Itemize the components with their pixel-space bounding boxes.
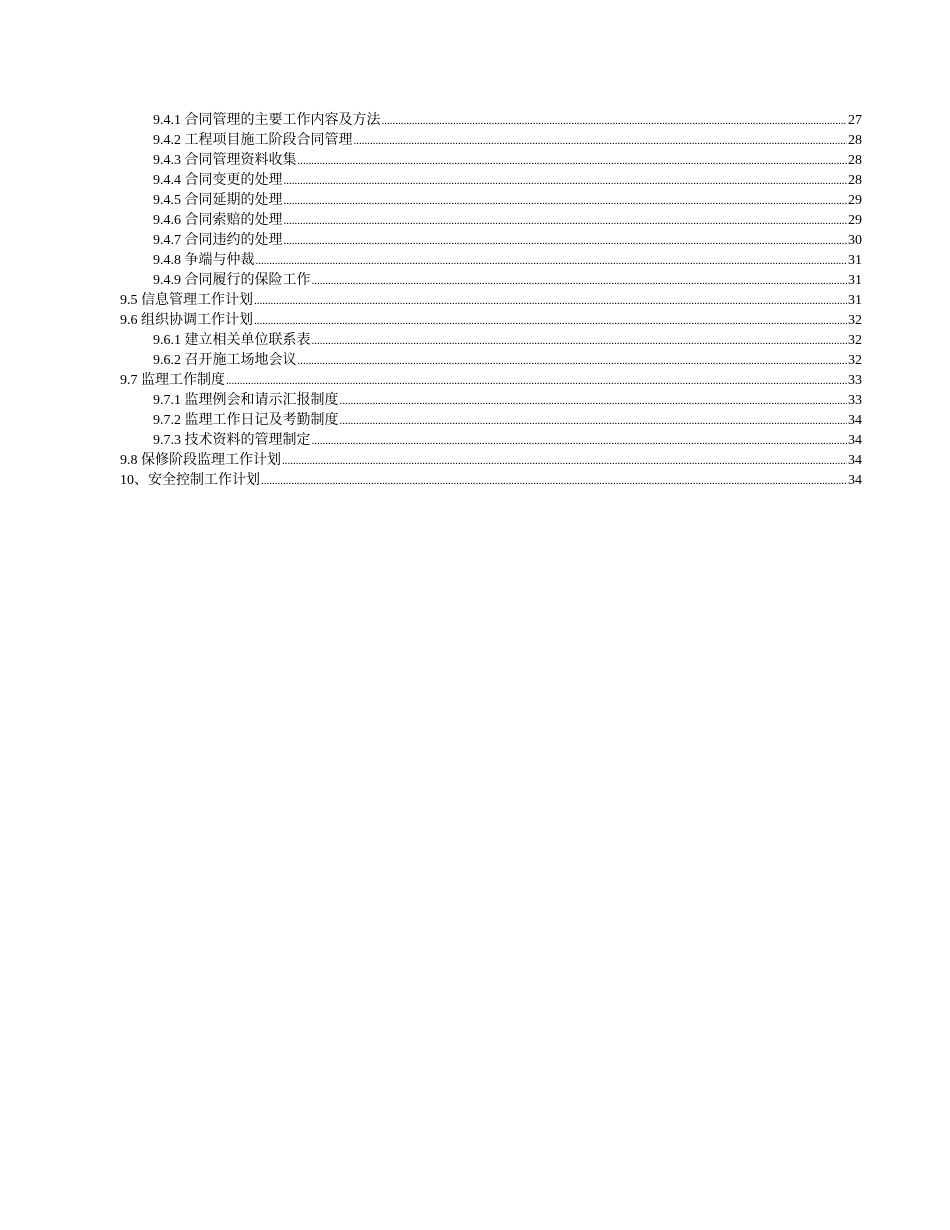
toc-entry[interactable] xyxy=(120,331,862,351)
toc-entry[interactable] xyxy=(120,131,862,151)
toc-entry-page: 34 xyxy=(848,433,862,448)
toc-dot-leader xyxy=(298,351,848,371)
toc-entry-page: 31 xyxy=(848,293,862,308)
toc-entry[interactable] xyxy=(120,311,862,331)
toc-entry-title: 9.4.7 合同违约的处理 xyxy=(153,233,283,248)
toc-entry-page: 29 xyxy=(848,193,862,208)
toc-entry-title: 9.5 信息管理工作计划 xyxy=(120,293,253,308)
toc-dot-leader xyxy=(284,211,848,231)
toc-entry[interactable] xyxy=(120,231,862,251)
toc-entry[interactable] xyxy=(120,451,862,471)
toc-entry-title: 10、安全控制工作计划 xyxy=(120,473,260,488)
toc-entry[interactable] xyxy=(120,151,862,171)
toc-entry-page: 28 xyxy=(848,173,862,188)
toc-dot-leader xyxy=(382,111,848,131)
toc-dot-leader xyxy=(340,391,848,411)
toc-dot-leader xyxy=(254,311,847,331)
toc-entry[interactable] xyxy=(120,411,862,431)
toc-entry-title: 9.4.3 合同管理资料收集 xyxy=(153,153,297,168)
toc-entry-title: 9.4.4 合同变更的处理 xyxy=(153,173,283,188)
toc-entry[interactable] xyxy=(120,171,862,191)
toc-entry-title: 9.7.3 技术资料的管理制定 xyxy=(153,433,311,448)
toc-entry-title: 9.6.2 召开施工场地会议 xyxy=(153,353,297,368)
toc-entry-page: 34 xyxy=(848,473,862,488)
toc-entry[interactable] xyxy=(120,191,862,211)
toc-entry-title: 9.6.1 建立相关单位联系表 xyxy=(153,333,311,348)
toc-entry-page: 28 xyxy=(848,133,862,148)
toc-entry-title: 9.7 监理工作制度 xyxy=(120,373,225,388)
toc-dot-leader xyxy=(261,471,847,491)
table-of-contents xyxy=(120,111,862,491)
toc-entry[interactable] xyxy=(120,391,862,411)
toc-entry-title: 9.6 组织协调工作计划 xyxy=(120,313,253,328)
toc-dot-leader xyxy=(284,231,848,251)
toc-entry-page: 34 xyxy=(848,453,862,468)
toc-dot-leader xyxy=(226,371,847,391)
toc-entry-title: 9.7.1 监理例会和请示汇报制度 xyxy=(153,393,339,408)
toc-entry-page: 32 xyxy=(848,353,862,368)
toc-entry-page: 30 xyxy=(848,233,862,248)
toc-entry[interactable] xyxy=(120,431,862,451)
toc-entry-page: 31 xyxy=(848,273,862,288)
toc-entry[interactable] xyxy=(120,211,862,231)
toc-entry-title: 9.4.5 合同延期的处理 xyxy=(153,193,283,208)
toc-entry-title: 9.4.8 争端与仲裁 xyxy=(153,253,255,268)
toc-entry[interactable] xyxy=(120,351,862,371)
toc-entry[interactable] xyxy=(120,291,862,311)
toc-entry[interactable] xyxy=(120,371,862,391)
toc-dot-leader xyxy=(284,191,848,211)
toc-entry-title: 9.4.1 合同管理的主要工作内容及方法 xyxy=(153,113,381,128)
toc-entry-page: 32 xyxy=(848,333,862,348)
toc-entry-title: 9.8 保修阶段监理工作计划 xyxy=(120,453,281,468)
toc-entry-title: 9.4.2 工程项目施工阶段合同管理 xyxy=(153,133,353,148)
toc-entry-page: 33 xyxy=(848,393,862,408)
toc-entry-page: 34 xyxy=(848,413,862,428)
toc-entry[interactable] xyxy=(120,271,862,291)
toc-entry[interactable] xyxy=(120,251,862,271)
toc-entry-page: 28 xyxy=(848,153,862,168)
toc-dot-leader xyxy=(340,411,848,431)
toc-dot-leader xyxy=(312,431,848,451)
toc-dot-leader xyxy=(256,251,848,271)
toc-dot-leader xyxy=(254,291,847,311)
toc-entry-title: 9.7.2 监理工作日记及考勤制度 xyxy=(153,413,339,428)
toc-dot-leader xyxy=(298,151,848,171)
toc-entry-title: 9.4.9 合同履行的保险工作 xyxy=(153,273,311,288)
toc-entry-page: 27 xyxy=(848,113,862,128)
toc-dot-leader xyxy=(312,331,848,351)
toc-entry[interactable] xyxy=(120,111,862,131)
toc-entry-page: 33 xyxy=(848,373,862,388)
toc-dot-leader xyxy=(354,131,848,151)
toc-dot-leader xyxy=(282,451,847,471)
toc-dot-leader xyxy=(284,171,848,191)
toc-entry-page: 31 xyxy=(848,253,862,268)
toc-entry-title: 9.4.6 合同索赔的处理 xyxy=(153,213,283,228)
toc-entry[interactable] xyxy=(120,471,862,491)
toc-entry-page: 32 xyxy=(848,313,862,328)
toc-entry-page: 29 xyxy=(848,213,862,228)
toc-dot-leader xyxy=(312,271,848,291)
